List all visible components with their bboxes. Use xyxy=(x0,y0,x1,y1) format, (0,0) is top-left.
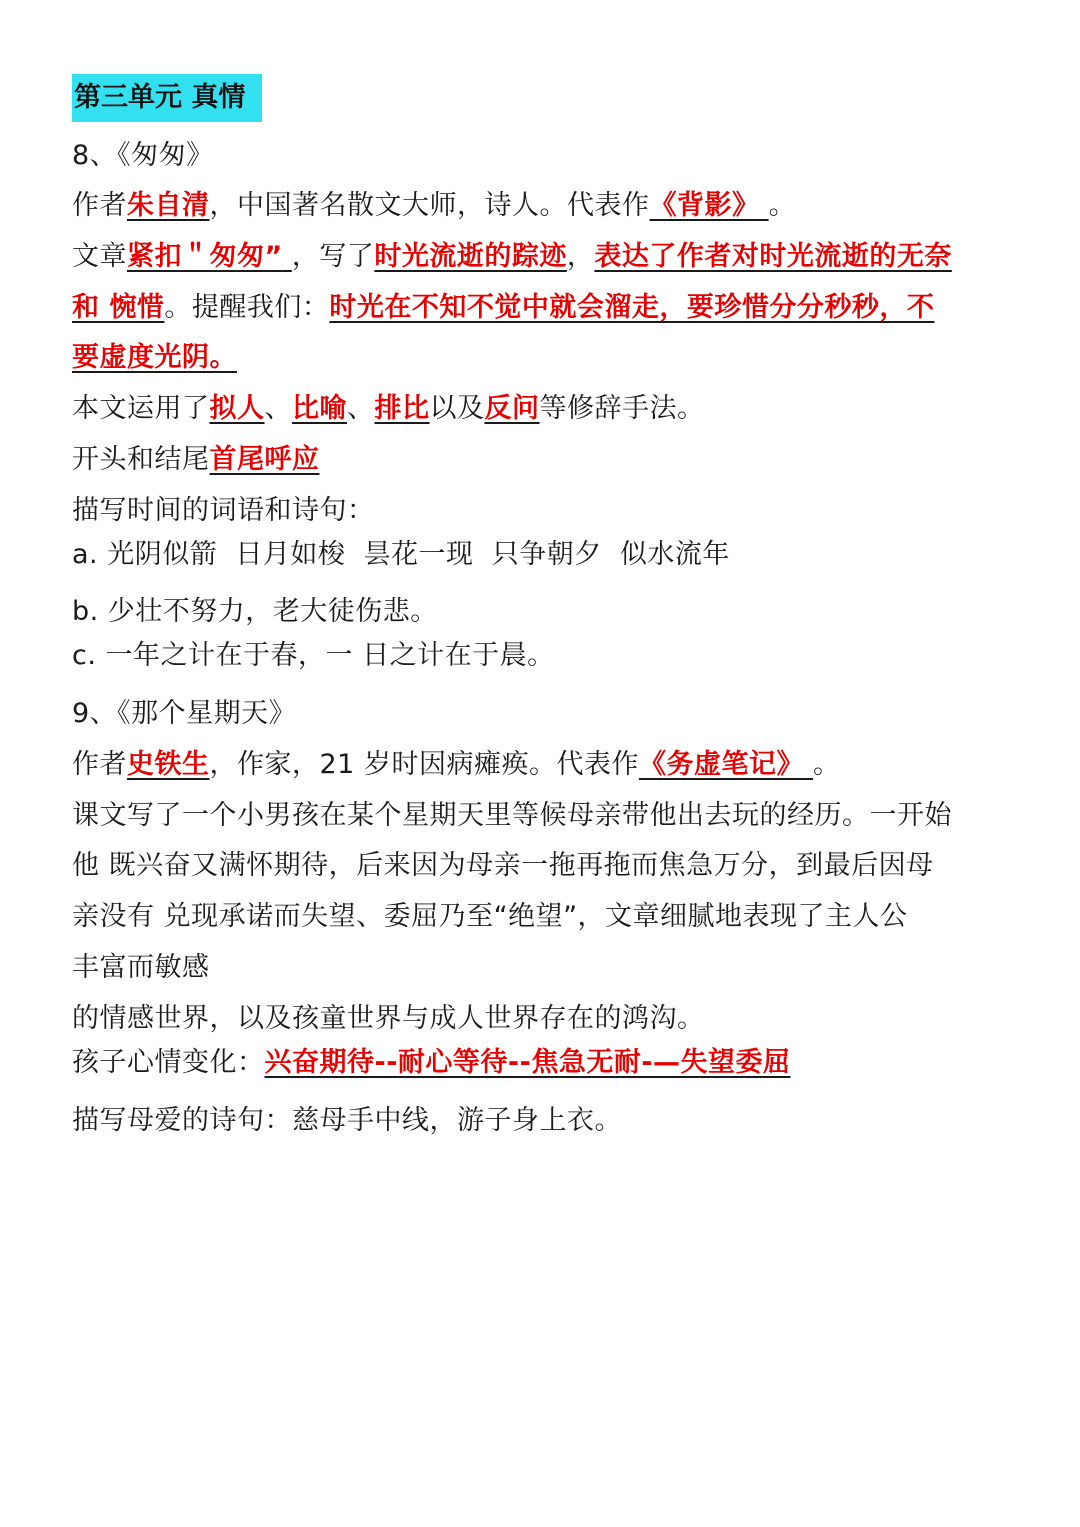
time-words-heading: 描写时间的词语和诗句： xyxy=(72,495,375,526)
lesson8-theme-line-2 xyxy=(72,290,934,326)
author-desc: ，中国著名散文大师，诗人。代表作 xyxy=(209,190,650,221)
author-desc: ，作家，21 岁时因病瘫痪。代表作 xyxy=(209,749,639,780)
work-pad xyxy=(760,190,769,221)
representative-work-underline xyxy=(639,749,813,780)
lesson8-theme-line-1 xyxy=(72,239,952,275)
author-prefix: 作者 xyxy=(72,190,127,221)
theme-pad xyxy=(283,241,292,272)
representative-work: 《背影》 xyxy=(649,190,760,221)
structure-key: 首尾呼应 xyxy=(209,444,320,475)
lesson9-summary-1: 课文写了一个小男孩在某个星期天里等候母亲带他出去玩的经历。一开始 xyxy=(72,800,952,831)
theme-mid-1: ，写了 xyxy=(291,241,375,272)
work-pad xyxy=(804,749,813,780)
author-name: 朱自清 xyxy=(127,190,210,221)
author-name: 史铁生 xyxy=(127,749,210,780)
representative-work: 《务虚笔记》 xyxy=(638,749,804,780)
lesson9-summary-5: 的情感世界，以及孩童世界与成人世界存在的鸿沟。 xyxy=(72,1003,705,1034)
time-words-b: b. 少壮不努力，老大徒伤悲。 xyxy=(72,596,438,627)
lesson8-heading: 8、《匆匆》 xyxy=(72,140,214,171)
mood-prefix: 孩子心情变化： xyxy=(72,1047,265,1078)
theme2-mid: 。提醒我们： xyxy=(164,292,330,323)
theme-key-2: 时光流逝的踪迹 xyxy=(374,241,567,272)
lesson9-mood-line xyxy=(72,1045,791,1081)
rhetoric-personification: 拟人 xyxy=(209,393,265,424)
lesson9-summary-2: 他 既兴奋又满怀期待，后来因为母亲一拖再拖而焦急万分，到最后因母 xyxy=(72,850,934,881)
lesson8-theme-line-3 xyxy=(72,340,237,376)
rhetoric-prefix: 本文运用了 xyxy=(72,393,210,424)
lesson8-structure-line xyxy=(72,442,320,478)
lesson9-author-line xyxy=(72,747,841,783)
theme3-key: 要虚度光阴。 xyxy=(72,342,237,373)
rhetoric-sep-1: 、 xyxy=(264,393,292,424)
rhetoric-sep-2: 、 xyxy=(347,393,375,424)
rhetoric-post: 等修辞手法。 xyxy=(539,393,705,424)
lesson9-heading: 9、《那个星期天》 xyxy=(72,698,297,729)
motherly-love-poem: 描写母爱的诗句：慈母手中线，游子身上衣。 xyxy=(72,1105,622,1136)
rhetoric-rhetorical-question: 反问 xyxy=(484,393,540,424)
representative-work-underline xyxy=(650,190,769,221)
unit-title: 第三单元 真情 xyxy=(72,74,262,122)
author-end: 。 xyxy=(768,190,797,221)
theme-prefix: 文章 xyxy=(72,241,127,272)
time-words-a: a. 光阴似箭 日月如梭 昙花一现 只争朝夕 似水流年 xyxy=(72,539,730,570)
theme-key-3: 表达了作者对时光流逝的无奈 xyxy=(594,241,952,272)
lesson9-summary-4: 丰富而敏感 xyxy=(72,952,210,983)
lesson8-author-line xyxy=(72,188,796,224)
mood-key: 兴奋期待--耐心等待--焦急无耐-—失望委屈 xyxy=(264,1047,791,1078)
time-words-c: c. 一年之计在于春，一 日之计在于晨。 xyxy=(72,640,555,671)
theme-mid-2: ， xyxy=(566,241,595,272)
theme2-key-2: 时光在不知不觉中就会溜走，要珍惜分分秒秒，不 xyxy=(329,292,935,323)
lesson8-rhetoric-line xyxy=(72,391,705,427)
structure-prefix: 开头和结尾 xyxy=(72,444,210,475)
author-end: 。 xyxy=(813,749,841,780)
rhetoric-metaphor: 比喻 xyxy=(292,393,347,424)
theme-key-underline xyxy=(127,241,292,272)
rhetoric-parallelism: 排比 xyxy=(374,393,430,424)
author-prefix: 作者 xyxy=(72,749,127,780)
theme-key-1: 紧扣＂匆匆” xyxy=(127,241,283,272)
lesson9-summary-3: 亲没有 兑现承诺而失望、委屈乃至“绝望”，文章细腻地表现了主人公 xyxy=(72,901,908,932)
theme2-key-1: 和 惋惜 xyxy=(72,292,165,323)
rhetoric-mid: 以及 xyxy=(429,393,485,424)
theme3-underline xyxy=(72,342,237,373)
